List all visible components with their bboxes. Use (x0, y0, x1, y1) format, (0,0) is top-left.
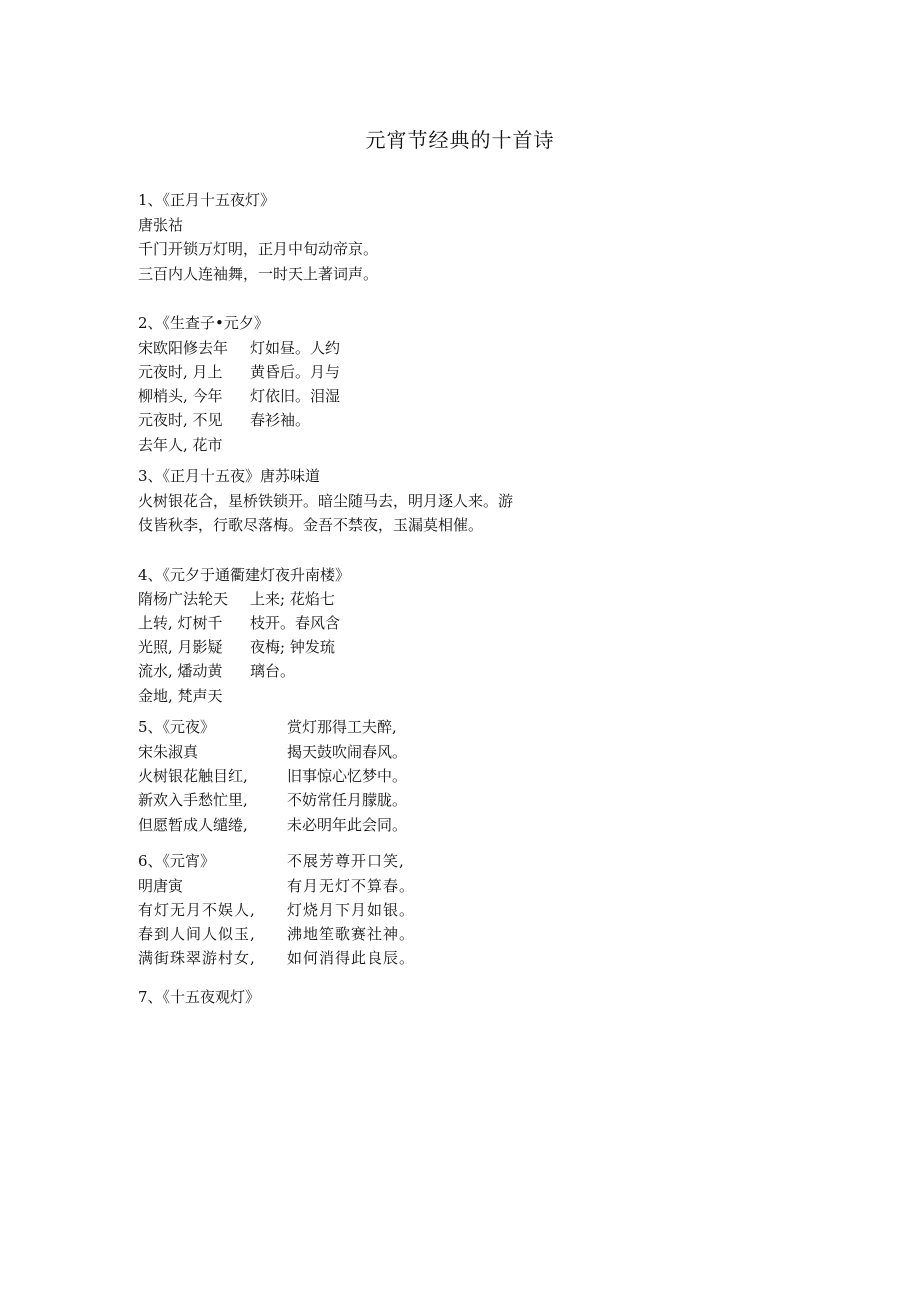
poem-2-left-line: 柳梢头, 今年 (138, 387, 223, 405)
poem-5-left-line: 5、《元夜》 (138, 718, 216, 736)
page-title: 元宵节经典的十首诗 (365, 128, 555, 152)
poem-2-left-line: 宋欧阳修去年 (138, 339, 229, 357)
poem-7-heading: 7、《十五夜观灯》 (138, 988, 261, 1006)
poem-4-left-line: 光照, 月影疑 (138, 638, 223, 656)
poem-1-line: 三百内人连袖舞，一时天上著词声。 (138, 265, 379, 283)
poem-5-right-line: 揭天鼓吹闹春风。 (287, 743, 408, 761)
poem-6-right-line: 如何消得此良辰。 (287, 949, 416, 967)
poem-5-left-line: 新欢入手愁忙里, (138, 791, 248, 809)
poem-6-right-line: 有月无灯不算春。 (287, 877, 416, 895)
poem-5-left-line: 但愿暂成人缱绻, (138, 816, 248, 834)
poem-6-left-line: 有灯无月不娱人, (138, 901, 256, 919)
poem-5-right-line: 赏灯那得工夫醉, (287, 718, 397, 736)
poem-4-right-line: 枝开。春风含 (250, 614, 341, 632)
poem-3-heading: 3、《正月十五夜》唐苏味道 (138, 467, 321, 485)
poem-4-left-line: 上转, 灯树千 (138, 614, 223, 632)
poem-2-right-line: 春衫袖。 (250, 411, 311, 429)
poem-1-line: 千门开锁万灯明，正月中旬动帝京。 (138, 240, 379, 258)
poem-5-left-line: 宋朱淑真 (138, 743, 199, 761)
poem-4-right-line: 上来; 花焰七 (250, 590, 335, 608)
poem-6-right-line: 不展芳尊开口笑, (287, 852, 405, 870)
poem-5-right-line: 未必明年此会同。 (287, 816, 408, 834)
poem-3-line: 火树银花合，星桥铁锁开。暗尘随马去，明月逐人来。游 (138, 492, 514, 510)
poem-5-right-line: 不妨常任月朦胧。 (287, 791, 408, 809)
poem-4-left-line: 隋杨广法轮天 (138, 590, 229, 608)
poem-2-left-line: 去年人, 花市 (138, 436, 223, 454)
poem-1-heading: 1、《正月十五夜灯》 (138, 191, 276, 209)
poem-1-author: 唐张祜 (138, 216, 184, 234)
poem-4-heading: 4、《元夕于通衢建灯夜升南楼》 (138, 566, 351, 584)
poem-6-left-line: 明唐寅 (138, 877, 184, 895)
poem-5-left-line: 火树银花触目红, (138, 767, 248, 785)
poem-4-left-line: 流水, 燔动黄 (138, 662, 223, 680)
poem-6-right-line: 沸地笙歌赛社神。 (287, 925, 416, 943)
poem-4-right-line: 璃台。 (250, 662, 296, 680)
poem-4-right-line: 夜梅; 钟发琉 (250, 638, 335, 656)
poem-2-right-line: 灯依旧。泪湿 (250, 387, 341, 405)
poem-6-right-line: 灯烧月下月如银。 (287, 901, 416, 919)
poem-6-left-line: 春到人间人似玉, (138, 925, 256, 943)
poem-2-left-line: 元夜时, 不见 (138, 411, 223, 429)
poem-6-left-line: 6、《元宵》 (138, 852, 216, 870)
poem-2-left-line: 元夜时, 月上 (138, 363, 223, 381)
poem-5-right-line: 旧事惊心忆梦中。 (287, 767, 408, 785)
poem-4-left-line: 金地, 梵声天 (138, 687, 223, 705)
poem-2-right-line: 灯如昼。人约 (250, 339, 341, 357)
poem-2-heading: 2、《生查子•元夕》 (138, 314, 269, 332)
poem-2-right-line: 黄昏后。月与 (250, 363, 341, 381)
poem-6-left-line: 满街珠翠游村女, (138, 949, 256, 967)
poem-3-line: 伎皆秋李，行歌尽落梅。金吾不禁夜，玉漏莫相催。 (138, 516, 484, 534)
